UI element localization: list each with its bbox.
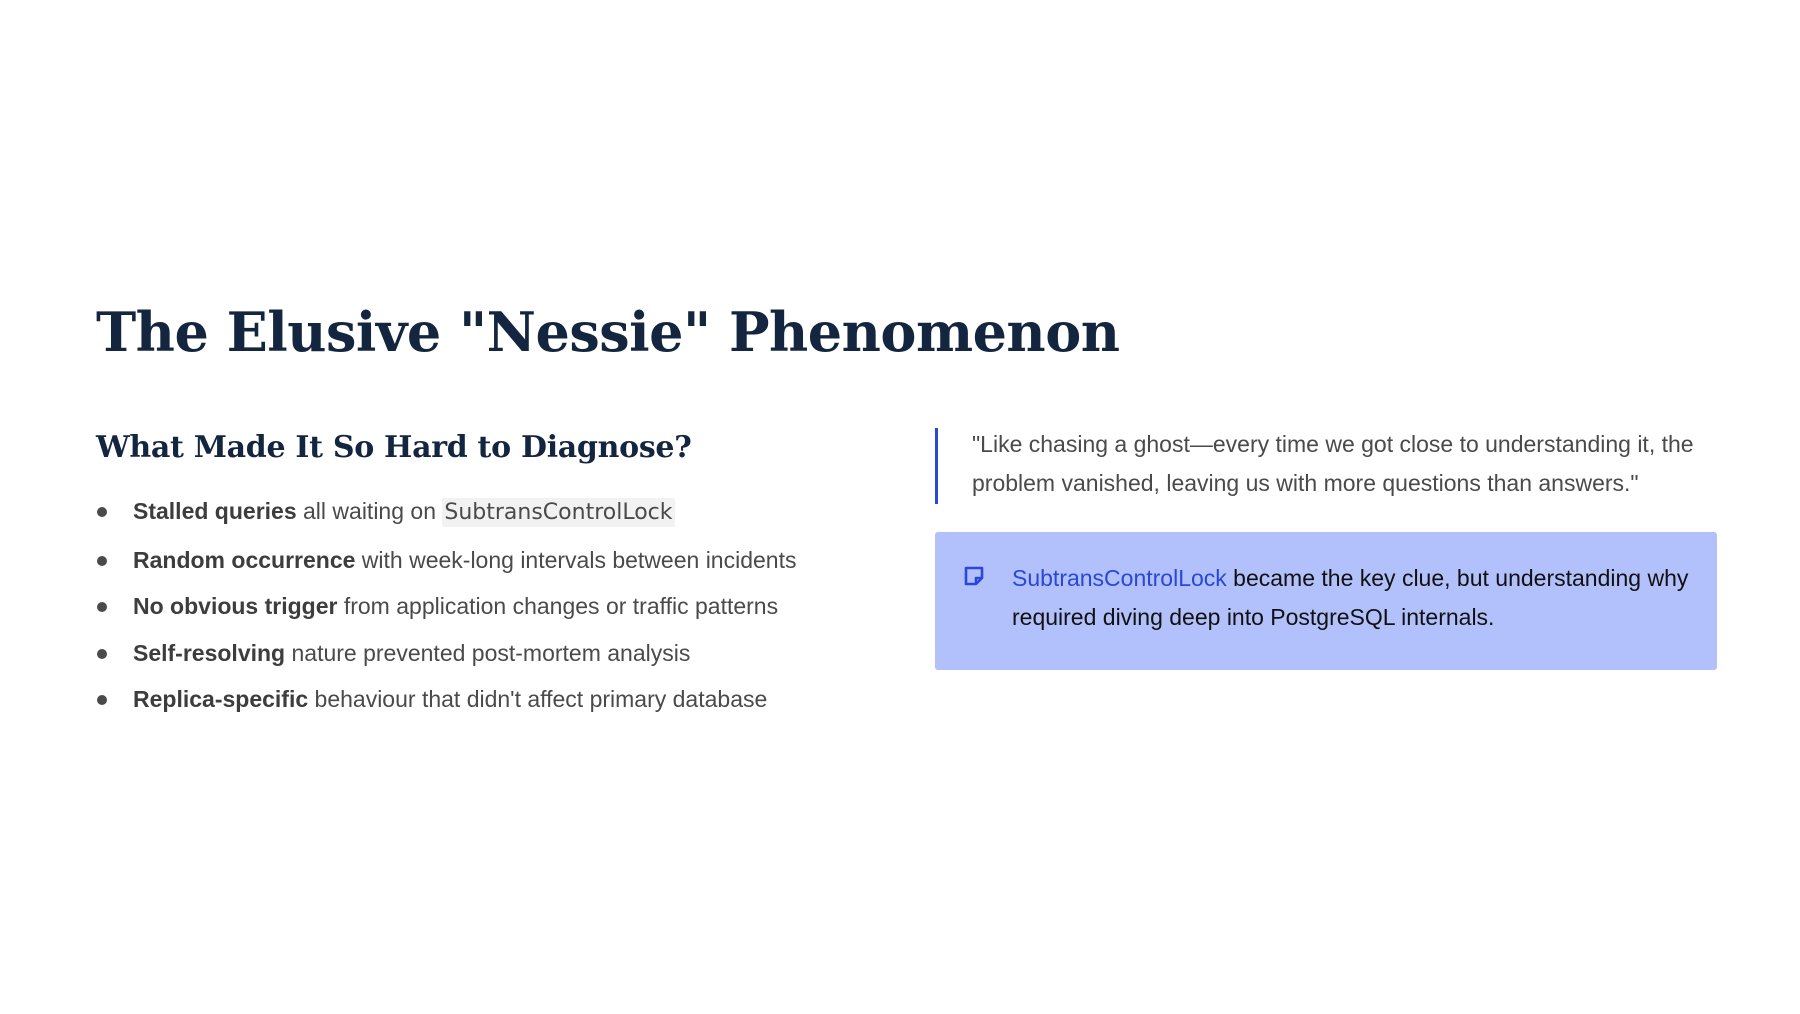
bullet-bold: No obvious trigger: [133, 593, 338, 619]
bullet-item-stalled-queries: [96, 488, 856, 537]
bullet-text: with week-long intervals between incidents: [355, 546, 797, 573]
bullet-dot-icon: [97, 602, 107, 612]
bullet-bold: Replica-specific: [133, 686, 309, 712]
bullet-text: all waiting on: [296, 498, 443, 524]
section-subtitle: What Made It So Hard to Diagnose?: [96, 430, 692, 465]
bullet-dot-icon: [97, 649, 107, 659]
bullet-dot-icon: [97, 507, 107, 517]
quote-text: "Like chasing a ghost—every time we got close to understanding it, the problem vanished, leaving us with more questions than answers.": [972, 431, 1694, 496]
bullet-list: [96, 488, 856, 723]
inline-code: SubtransControlLock: [444, 500, 673, 525]
bullet-dot-icon: [97, 556, 107, 566]
callout-box: [935, 532, 1717, 670]
bullet-bold: Random occurrence: [133, 546, 356, 573]
bullet-text: nature prevented post-mortem analysis: [285, 639, 691, 666]
left-column: [96, 424, 856, 723]
callout-code: SubtransControlLock: [1012, 565, 1227, 591]
callout-body: became the key clue, but understanding why required diving deep into PostgreSQL internals.: [1012, 565, 1689, 630]
bullet-item-replica-specific: [96, 676, 856, 723]
bullet-bold: Self-resolving: [133, 639, 286, 666]
bullet-bold: Stalled queries: [133, 498, 297, 524]
note-icon-svg: [963, 565, 985, 587]
callout-text: [1012, 559, 1692, 637]
note-icon: [963, 565, 985, 587]
bullet-dot-icon: [97, 695, 107, 705]
slide-title: The Elusive "Nessie" Phenomenon: [96, 300, 1120, 364]
bullet-text: from application changes or traffic patterns: [337, 593, 779, 619]
bullet-text: behaviour that didn't affect primary database: [308, 686, 768, 712]
bullet-item-random-occurrence: [96, 537, 856, 584]
bullet-item-self-resolving: [96, 630, 856, 677]
blockquote: [935, 428, 1720, 504]
bullet-item-no-obvious-trigger: [96, 583, 856, 630]
